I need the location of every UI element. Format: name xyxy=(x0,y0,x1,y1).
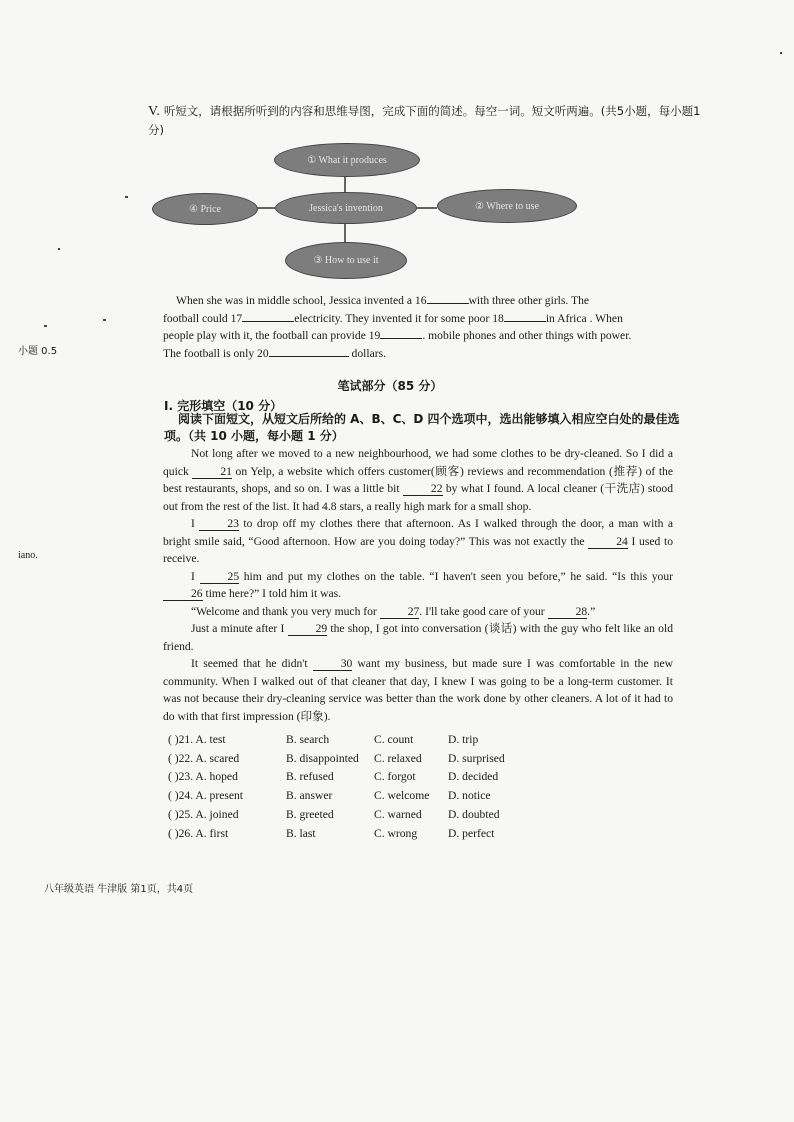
blank-20[interactable] xyxy=(269,345,349,357)
blank-29[interactable]: 29 xyxy=(288,622,328,636)
option-row-22 xyxy=(168,749,538,768)
scan-speck xyxy=(58,248,60,250)
listening-line-4: The football is only 20 dollars. xyxy=(163,346,386,360)
option-row-25 xyxy=(168,805,538,824)
question-26-option-b[interactable]: B. last xyxy=(286,826,316,840)
question-23-option-b[interactable]: B. refused xyxy=(286,770,334,784)
question-25-option-d[interactable]: D. doubted xyxy=(448,808,500,822)
question-23-option-c[interactable]: C. forgot xyxy=(374,770,416,784)
question-24-option-b[interactable]: B. answer xyxy=(286,789,333,803)
option-row-21 xyxy=(168,730,538,749)
section-5-heading xyxy=(148,102,708,139)
page-footer: 八年级英语 牛津版 第1页，共4页 xyxy=(44,884,194,895)
margin-note-2: iano. xyxy=(18,550,38,561)
question-21-option-c[interactable]: C. count xyxy=(374,732,414,746)
options-list xyxy=(168,730,538,843)
question-23-option-d[interactable]: D. decided xyxy=(448,770,499,784)
question-25-option-c[interactable]: C. warned xyxy=(374,808,422,822)
mindmap-node-center: Jessica's invention xyxy=(275,192,417,224)
listening-summary xyxy=(163,292,673,362)
question-22-option-d[interactable]: D. surprised xyxy=(448,751,505,765)
passage-paragraph-6: It seemed that he didn't 30 want my business, but made sure I was comfortable in the new community. When I walked out of that cleaner that day, I knew I was going to be a long-term customer. It was not because their dry-cleaning service was better than the work done by other cleaners. A lot of it had to do with that first impression (印象). xyxy=(163,657,673,723)
cloze-instruction: 阅读下面短文，从短文后所给的 A、B、C、D 四个选项中，选出能够填入相应空白处的最佳选项。（共 10 小题，每小题 1 分） xyxy=(164,412,680,443)
blank-23[interactable]: 23 xyxy=(199,517,239,531)
option-row-26 xyxy=(168,824,538,843)
option-row-24 xyxy=(168,786,538,805)
question-21-option-d[interactable]: D. trip xyxy=(448,732,479,746)
mindmap-node-right: ② Where to use xyxy=(437,189,577,223)
question-21-option-b[interactable]: B. search xyxy=(286,732,330,746)
blank-28[interactable]: 28 xyxy=(548,605,588,619)
question-22-option-b[interactable]: B. disappointed xyxy=(286,751,359,765)
passage-paragraph-1: Not long after we moved to a new neighbourhood, we had some clothes to be dry-cleaned. So I did a quick 21 on Yelp, a website which offers customer(顾客) reviews and recommendation (推荐) of the best restaurants, shops, and so on. I was a little bit 22 by what I found. A local cleaner (干洗店) stood out from the rest of the list. It had 4.8 stars, a really high mark for a small shop. xyxy=(163,447,673,513)
listening-line-3: people play with it, the football can provide 19 . mobile phones and other things with power. xyxy=(163,329,632,342)
written-section-heading: 笔试部分（85 分） xyxy=(337,379,443,393)
question-22-option-a[interactable]: ( )22. A. scared xyxy=(168,751,240,765)
blank-30[interactable]: 30 xyxy=(313,657,353,671)
cloze-passage xyxy=(163,445,673,725)
passage-paragraph-2: I 23 to drop off my clothes there that afternoon. As I walked through the door, a man with a bright smile said, “Good afternoon. How are you doing today?” This was not exactly the 24 I used to receive. xyxy=(163,517,673,565)
passage-paragraph-3: I 25 him and put my clothes on the table. “I haven't seen you before,” he said. “Is this your 26 time here?” I told him it was. xyxy=(163,568,673,603)
cloze-title: I. 完形填空（10 分） xyxy=(164,399,283,413)
blank-16[interactable] xyxy=(427,292,469,304)
question-22-option-c[interactable]: C. relaxed xyxy=(374,751,422,765)
blank-22[interactable]: 22 xyxy=(403,482,443,496)
blank-19[interactable] xyxy=(380,327,422,339)
question-26-option-a[interactable]: ( )26. A. first xyxy=(168,826,229,840)
section-5-number: V. xyxy=(148,104,160,119)
section-5-instruction: 听短文，请根据所听到的内容和思维导图，完成下面的简述。每空一词。短文听两遍。(共5小题，每小题1分) xyxy=(148,104,701,137)
scan-speck xyxy=(103,319,106,321)
question-24-option-d[interactable]: D. notice xyxy=(448,789,491,803)
mindmap-node-left: ④ Price xyxy=(152,193,258,225)
passage-paragraph-5: Just a minute after I 29 the shop, I got into conversation (谈话) with the guy who felt like an old friend. xyxy=(163,622,673,653)
scan-speck xyxy=(125,196,128,198)
mindmap-node-top: ① What it produces xyxy=(274,143,420,177)
scan-speck xyxy=(44,325,47,327)
blank-26[interactable]: 26 xyxy=(163,587,203,601)
question-24-option-c[interactable]: C. welcome xyxy=(374,789,430,803)
question-25-option-a[interactable]: ( )25. A. joined xyxy=(168,808,239,822)
passage-paragraph-4: “Welcome and thank you very much for 27. I'll take good care of your 28.” xyxy=(191,604,596,618)
blank-24[interactable]: 24 xyxy=(588,535,628,549)
blank-21[interactable]: 21 xyxy=(192,465,232,479)
blank-27[interactable]: 27 xyxy=(380,605,420,619)
question-21-option-a[interactable]: ( )21. A. test xyxy=(168,732,226,746)
margin-note-1: 小题 0.5 xyxy=(18,346,58,357)
listening-line-1: When she was in middle school, Jessica invented a 16 with three other girls. The xyxy=(176,294,590,307)
question-24-option-a[interactable]: ( )24. A. present xyxy=(168,789,244,803)
question-23-option-a[interactable]: ( )23. A. hoped xyxy=(168,770,238,784)
question-26-option-d[interactable]: D. perfect xyxy=(448,826,495,840)
option-row-23 xyxy=(168,768,538,787)
blank-17[interactable] xyxy=(242,310,294,322)
question-25-option-b[interactable]: B. greeted xyxy=(286,808,334,822)
blank-18[interactable] xyxy=(504,310,546,322)
scan-speck xyxy=(780,52,782,54)
question-26-option-c[interactable]: C. wrong xyxy=(374,826,418,840)
listening-line-2: football could 17 electricity. They invented it for some poor 18 in Africa . When xyxy=(163,311,623,325)
blank-25[interactable]: 25 xyxy=(200,570,240,584)
mindmap-node-bottom: ③ How to use it xyxy=(285,242,407,279)
